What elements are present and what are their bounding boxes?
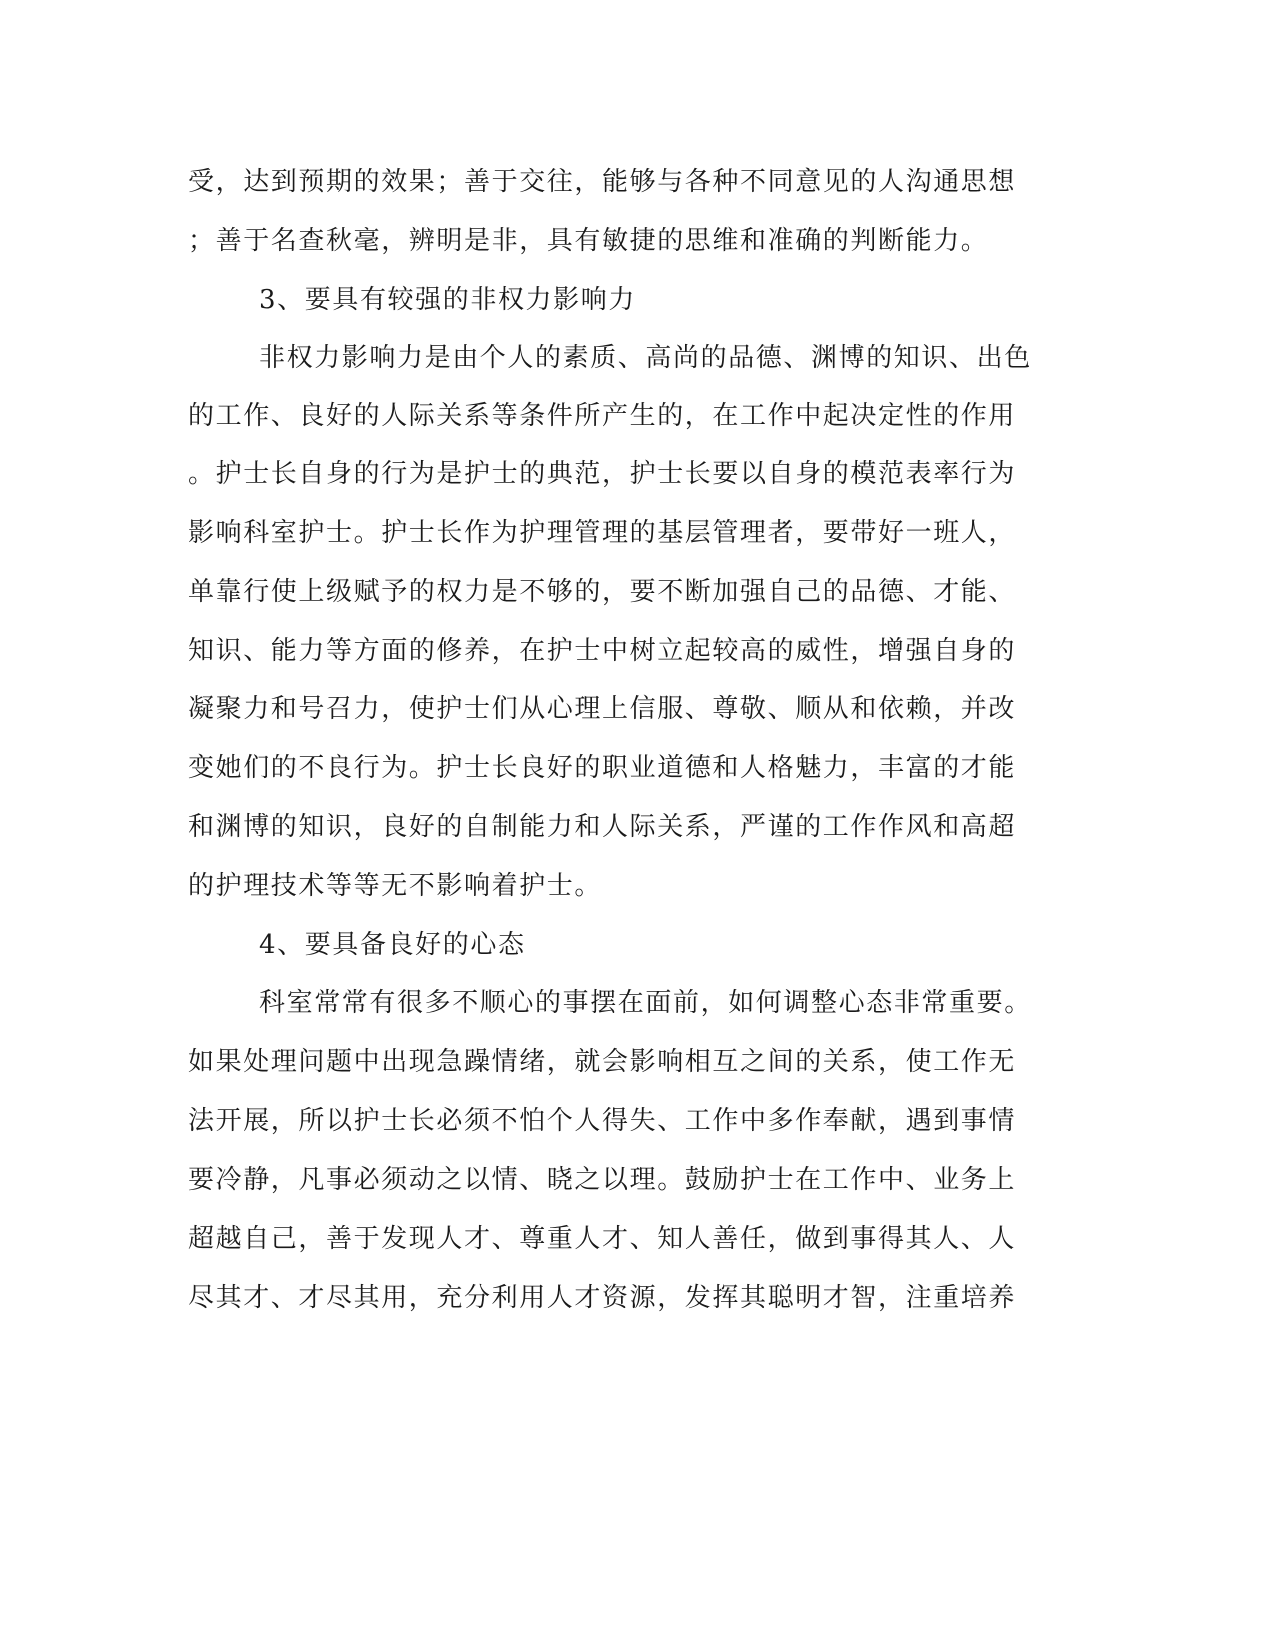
body-text-line: 受，达到预期的效果；善于交往，能够与各种不同意见的人沟通思想 [188, 167, 1017, 197]
section-heading-3: 3、要具有较强的非权力影响力 [259, 285, 636, 315]
body-text-line: 凝聚力和号召力，使护士们从心理上信服、尊敬、顺从和依赖，并改 [188, 694, 1017, 724]
body-text-line: 。护士长自身的行为是护士的典范，护士长要以自身的模范表率行为 [188, 459, 1017, 489]
body-text-line: 要冷静，凡事必须动之以情、晓之以理。鼓励护士在工作中、业务上 [188, 1165, 1017, 1195]
body-text-line: 如果处理问题中出现急躁情绪，就会影响相互之间的关系，使工作无 [188, 1047, 1017, 1077]
body-text-line: 非权力影响力是由个人的素质、高尚的品德、渊博的知识、出色 [259, 343, 1032, 373]
body-text-line: 知识、能力等方面的修养，在护士中树立起较高的威性，增强自身的 [188, 636, 1017, 666]
body-text-line: 变她们的不良行为。护士长良好的职业道德和人格魅力，丰富的才能 [188, 753, 1017, 783]
body-text-line: 尽其才、才尽其用，充分利用人才资源，发挥其聪明才智，注重培养 [188, 1283, 1017, 1313]
body-text-line: 和渊博的知识，良好的自制能力和人际关系，严谨的工作作风和高超 [188, 812, 1017, 842]
body-text-line: ；善于名查秋毫，辨明是非，具有敏捷的思维和准确的判断能力。 [188, 226, 989, 256]
body-text-line: 单靠行使上级赋予的权力是不够的，要不断加强自己的品德、才能、 [188, 577, 1017, 607]
body-text-line: 超越自己，善于发现人才、尊重人才、知人善任，做到事得其人、人 [188, 1224, 1017, 1254]
section-heading-4: 4、要具备良好的心态 [259, 930, 526, 960]
body-text-line: 的工作、良好的人际关系等条件所产生的，在工作中起决定性的作用 [188, 401, 1017, 431]
body-text-line: 的护理技术等等无不影响着护士。 [188, 871, 603, 901]
body-text-line: 影响科室护士。护士长作为护理管理的基层管理者，要带好一班人， [188, 518, 1017, 548]
body-text-line: 科室常常有很多不顺心的事摆在面前，如何调整心态非常重要。 [259, 988, 1032, 1018]
body-text-line: 法开展，所以护士长必须不怕个人得失、工作中多作奉献，遇到事情 [188, 1106, 1017, 1136]
